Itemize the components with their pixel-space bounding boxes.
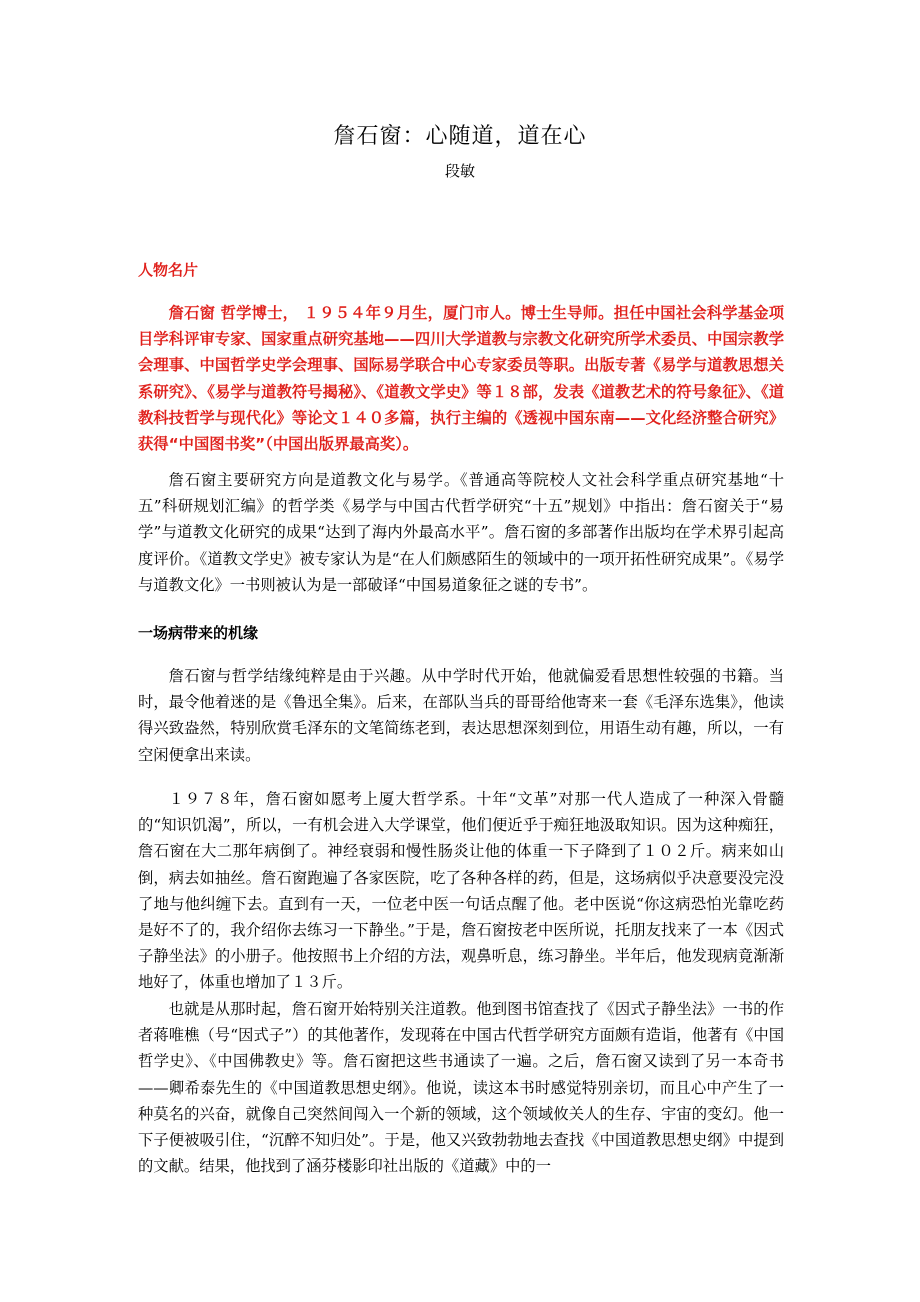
body-paragraph-1: 詹石窗与哲学结缘纯粹是由于兴趣。从中学时代开始，他就偏爱看思想性较强的书籍。当时，最令他着迷的是《鲁迅全集》。后来，在部队当兵的哥哥给他寄来一套《毛泽东选集》，他读得兴致盎然，特别欣赏毛泽东的文笔简练老到，表达思想深刻到位，用语生动有趣，所以，一有空闲便拿出来读。 [138, 667, 784, 764]
section-heading: 一场病带来的机缘 [138, 624, 259, 642]
body-paragraph-3: 也就是从那时起，詹石窗开始特别关注道教。他到图书馆查找了《因式子静坐法》一书的作者蒋唯樵（号“因式子”）的其他著作，发现蒋在中国古代哲学研究方面颇有造诣，他著有《中国哲学史》、《中国佛教史》等。詹石窗把这些书通读了一遍。之后，詹石窗又读到了另一本奇书——卿希泰先生的《中国道教思想史纲》。他说，读这本书时感觉特别亲切，而且心中产生了一种莫名的兴奋，就像自己突然间闯入一个新的领域，这个领域攸关人的生存、宇宙的变幻。他一下子便被吸引住，“沉醉不知归处”。于是，他又兴致勃勃地去查找《中国道教思想史纲》中提到的文献。结果，他找到了涵芬楼影印社出版的《道藏》中的一 [138, 1000, 784, 1176]
body-paragraph-2: １９７８年，詹石窗如愿考上厦大哲学系。十年“文革”对那一代人造成了一种深入骨髓的“知识饥渴”，所以，一有机会进入大学课堂，他们便近乎于痴狂地汲取知识。因为这种痴狂，詹石窗在大二那年病倒了。神经衰弱和慢性肠炎让他的体重一下子降到了１０２斤。病来如山倒，病去如抽丝。詹石窗跑遍了各家医院，吃了各种各样的药，但是，这场病似乎决意要没完没了地与他纠缠下去。直到有一天，一位老中医一句话点醒了他。老中医说“你这病恐怕光靠吃药是好不了的，我介绍你去练习一下静坐。”于是，詹石窗按老中医所说，托朋友找来了一本《因式子静坐法》的小册子。他按照书上介绍的方法，观鼻听息，练习静坐。半年后，他发现病竟渐渐地好了，体重也增加了１３斤。 [138, 790, 784, 992]
article-title: 詹石窗：心随道，道在心 [333, 124, 587, 149]
intro-paragraph: 詹石窗主要研究方向是道教文化与易学。《普通高等院校人文社会科学重点研究基地“十五”科研规划汇编》的哲学类《易学与中国古代哲学研究“十五”规划》中指出：詹石窗关于“易学”与道教文化研究的成果“达到了海内外最高水平”。詹石窗的多部著作出版均在学术界引起高度评价。《道教文学史》被专家认为是“在人们颇感陌生的领域中的一项开拓性研究成果”。《易学与道教文化》一书则被认为是一部破译“中国易道象征之谜的专书”。 [138, 471, 784, 594]
profile-paragraph: 詹石窗 哲学博士， １９５４年９月生，厦门市人。博士生导师。担任中国社会科学基金项目学科评审专家、国家重点研究基地——四川大学道教与宗教文化研究所学术委员、中国宗教学会理事、中国哲学史学会理事、国际易学联合中心专家委员等职。出版专著《易学与道教思想关系研究》、《易学与道教符号揭秘》、《道教文学史》等１８部，发表《道教艺术的符号象征》、《道教科技哲学与现代化》等论文１４０多篇，执行主编的《透视中国东南——文化经济整合研究》获得“中国图书奖”（中国出版界最高奖）。 [138, 304, 784, 454]
profile-label: 人物名片 [138, 261, 199, 279]
article-author: 段敏 [444, 162, 475, 180]
